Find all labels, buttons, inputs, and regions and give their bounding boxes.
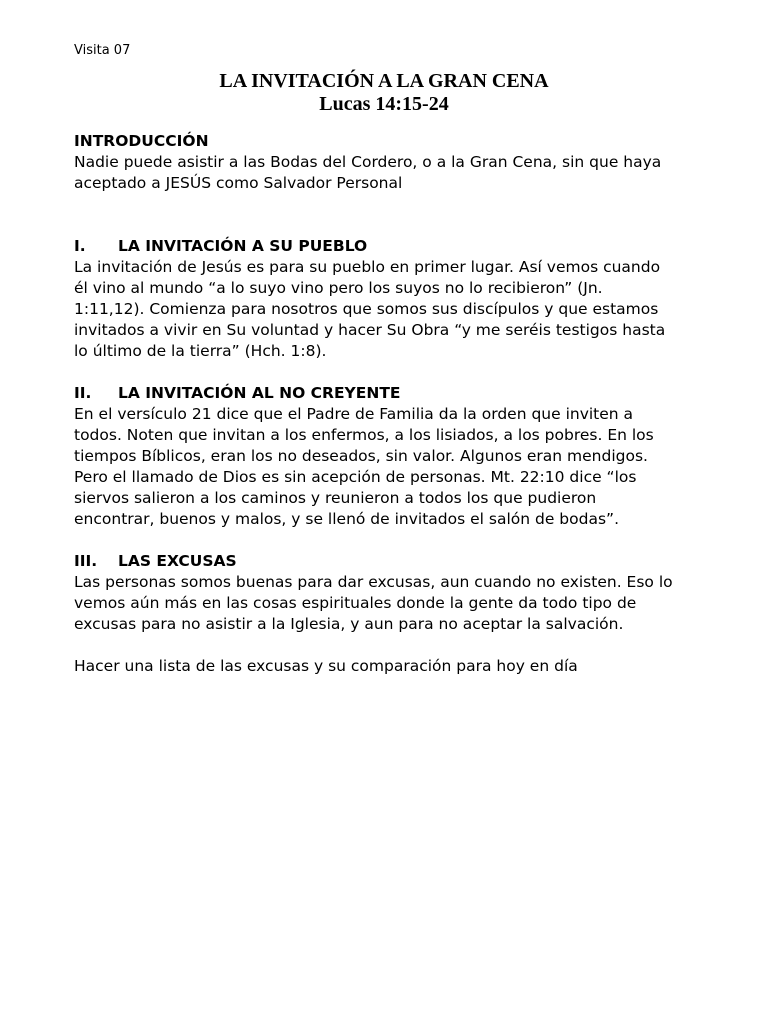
section-number: II. — [74, 384, 92, 402]
paragraph-line: Pero el llamado de Dios es sin acepción de personas. Mt. 22:10 dice “los — [74, 468, 637, 486]
section-title: LAS EXCUSAS — [118, 552, 237, 570]
section-heading — [74, 383, 714, 404]
section-number: I. — [74, 237, 86, 255]
paragraph-line: 1:11,12). Comienza para nosotros que somos sus discípulos y que estamos — [74, 300, 659, 318]
intro-heading: INTRODUCCIÓN — [74, 132, 209, 150]
paragraph-line: lo último de la tierra” (Hch. 1:8). — [74, 342, 327, 360]
paragraph-line: siervos salieron a los caminos y reunieron a todos los que pudieron — [74, 489, 597, 507]
paragraph-line: vemos aún más en las cosas espirituales donde la gente da todo tipo de — [74, 594, 637, 612]
section-title: LA INVITACIÓN AL NO CREYENTE — [118, 384, 401, 402]
paragraph-line: invitados a vivir en Su voluntad y hacer Su Obra “y me seréis testigos hasta — [74, 321, 666, 339]
paragraph-line: él vino al mundo “a lo suyo vino pero los suyos no lo recibieron” (Jn. — [74, 279, 603, 297]
section-number: III. — [74, 552, 98, 570]
document-body — [74, 131, 714, 677]
document-title — [0, 70, 768, 116]
section-heading — [74, 551, 714, 572]
section-2 — [74, 383, 714, 530]
paragraph-line: encontrar, buenos y malos, y se llenó de invitados el salón de bodas”. — [74, 510, 619, 528]
paragraph-line: En el versículo 21 dice que el Padre de Familia da la orden que inviten a — [74, 405, 634, 423]
section-3 — [74, 551, 714, 635]
section-heading — [74, 236, 714, 257]
title-reference: Lucas 14:15-24 — [319, 93, 449, 115]
intro-section — [74, 131, 714, 194]
paragraph-line: excusas para no asistir a la Iglesia, y aun para no aceptar la salvación. — [74, 615, 624, 633]
section-title: LA INVITACIÓN A SU PUEBLO — [118, 237, 368, 255]
intro-line: Nadie puede asistir a las Bodas del Cordero, o a la Gran Cena, sin que haya — [74, 153, 662, 171]
paragraph-line: Las personas somos buenas para dar excusas, aun cuando no existen. Eso lo — [74, 573, 673, 591]
closing-line: Hacer una lista de las excusas y su comparación para hoy en día — [74, 657, 578, 675]
intro-line: aceptado a JESÚS como Salvador Personal — [74, 174, 403, 192]
paragraph-line: todos. Noten que invitan a los enfermos, a los lisiados, a los pobres. En los — [74, 426, 654, 444]
section-1 — [74, 236, 714, 362]
title-main: LA INVITACIÓN A LA GRAN CENA — [219, 70, 549, 92]
paragraph-line: tiempos Bíblicos, eran los no deseados, sin valor. Algunos eran mendigos. — [74, 447, 648, 465]
paragraph-line: La invitación de Jesús es para su pueblo en primer lugar. Así vemos cuando — [74, 258, 661, 276]
visit-label: Visita 07 — [74, 43, 131, 58]
